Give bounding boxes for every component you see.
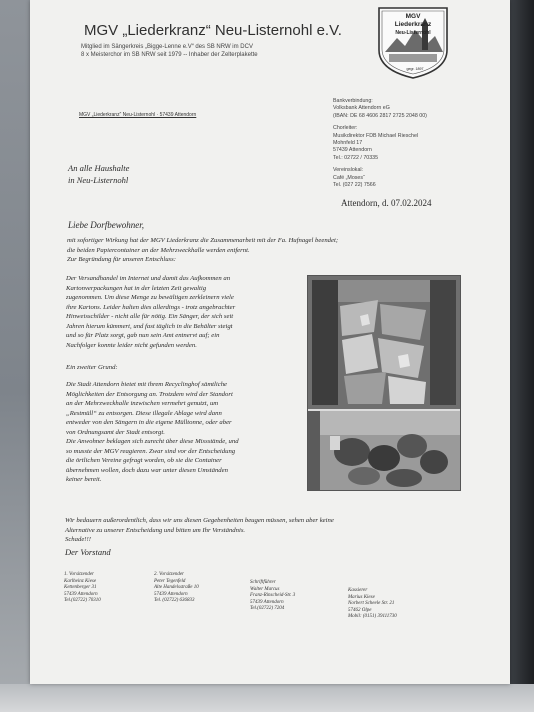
recipient-line: An alle Haushalte	[68, 163, 130, 173]
text-line: Jahren hierum kümmert, und fast täglich in die Behälter steigt	[66, 322, 233, 330]
text-line: mit sofortiger Wirkung hat der MGV Liederkranz die Zusammenarbeit mit der Fa. Hufnagel beendet;	[67, 237, 339, 244]
sender-return-address: MGV „Liederkranz“ Neu-Listernohl · 57439 Attendorn	[79, 112, 197, 118]
bank-name: Volksbank Attendorn eG	[333, 105, 390, 112]
letter-sheet	[30, 0, 510, 684]
recipient-address	[68, 162, 129, 186]
signature-line: Kettenberger 31	[64, 585, 97, 591]
signature-line: Karlheinz Kiese	[64, 578, 97, 584]
salutation: Liebe Dorfbewohner,	[68, 220, 144, 230]
text-line: Zur Begründung für unseren Entschluss:	[67, 256, 176, 263]
text-line: Die Stadt Attendorn bietet mit ihrem Recyclinghof sämtliche	[66, 381, 228, 388]
text-line: und so für Platz sorgt, gab nun sein Amt entnervt auf; ein	[66, 332, 220, 339]
paragraph-two-heading: Ein zweiter Grund:	[66, 364, 118, 371]
dark-background-edge	[508, 0, 534, 712]
text-line: so musste der MGV reagieren. Zwar sind vor der Entscheidung	[66, 447, 236, 455]
signature-line: 2. Vorsitzender	[154, 572, 184, 577]
signature-line: Tel. (02722) 636833	[154, 598, 195, 604]
venue-phone: Tel. (027 22) 7566	[333, 182, 376, 189]
director-city: 57439 Attendorn	[333, 147, 372, 154]
text-line: übernehmen wollen, doch dazu war unter diesen Umständen	[66, 466, 228, 474]
text-line: Kartonverpackungen hat in der letzten Zeit gewaltig	[66, 284, 207, 292]
text-line: keiner bereit.	[66, 476, 102, 483]
recipient-line: in Neu-Listernohl	[68, 175, 129, 185]
signature-block-vice-chairman	[154, 572, 264, 605]
signature-line: Tel.(02722) 7204	[250, 606, 285, 612]
director-name: Musikdirektor FDB Michael Rieschel	[333, 132, 419, 139]
text-line: Hinweisschilder - nicht alle für nötig. Ein Sänger, der sich seit	[66, 313, 234, 320]
intro-paragraph	[67, 236, 507, 265]
text-line: an der Mehrzweckhalle inzwischen vermehrt genutzt, um	[66, 400, 219, 407]
logo-text-liederkranz: Liederkranz	[394, 21, 432, 28]
logo-text-mgv: MGV	[405, 13, 421, 20]
letterhead-subtitle	[81, 43, 258, 59]
director-street: Mohnfeld 17	[333, 140, 363, 147]
letterhead-title: MGV „Liederkranz“ Neu-Listernohl e.V.	[84, 22, 342, 39]
paragraph-reason-two	[66, 380, 306, 485]
signoff: Der Vorstand	[65, 547, 111, 557]
signature-line: 57439 Attendorn	[64, 591, 98, 597]
text-line: Nachfolger konnte leider nicht gefunden werden.	[66, 341, 197, 349]
bank-label: Bankverbindung:	[333, 98, 373, 104]
bottom-surface	[0, 684, 534, 712]
letter-date: Attendorn, d. 07.02.2024	[341, 198, 432, 208]
text-line: Der Versandhandel im Internet und damit das Aufkommen an	[66, 275, 231, 282]
bank-iban: (IBAN: DE 68 4606 2817 2725 2048 00)	[333, 112, 427, 119]
text-line: Alternative zu unserer Entscheidung und bitten um Ihr Verständnis.	[65, 526, 246, 534]
subtitle-line: 8 x Meisterchor im SB NRW seit 1979 -- Inhaber der Zelterplakette	[81, 52, 258, 58]
signature-line: 57439 Attendorn	[250, 599, 284, 605]
text-line: Die Anwohner beklagen sich zurecht über diese Missstände, und	[66, 438, 239, 445]
container-photos	[307, 275, 461, 491]
text-line: zugenommen. Um diese Menge zu bewältigen zerkleinern viele	[66, 294, 234, 301]
logo-text-founded: gegr. 1897	[406, 67, 424, 71]
closing-paragraph	[65, 516, 495, 545]
signature-line: Norbert Scheele Str. 21	[348, 601, 395, 607]
signature-line: Walter Marcus	[250, 586, 280, 592]
signature-line: Peter Tegenfeld	[154, 578, 186, 584]
text-line: Schade!!!	[65, 536, 91, 543]
signature-line: Mobil: (0151) 39111730	[348, 614, 397, 620]
signature-line: 57439 Attendorn	[154, 591, 188, 597]
venue-name: Café „Moses“	[333, 174, 365, 181]
signature-line: Schriftführer	[250, 580, 276, 585]
venue-label: Vereinslokal:	[333, 167, 364, 174]
signature-block-treasurer	[348, 588, 458, 621]
director-phone: Tel.: 02722 / 70335	[333, 154, 379, 161]
paragraph-reason-one	[66, 274, 306, 350]
signature-line: Tel.(02722) 70310	[64, 598, 101, 604]
signature-block-secretary	[250, 580, 360, 613]
signature-line: 57462 Olpe	[348, 607, 372, 613]
text-line: Wir bedauern außerordentlich, dass wir uns diesen Gegebenheiten beugen müssen, sehen aber keine	[65, 517, 334, 524]
text-line: Möglichkeiten der Entsorgung an. Trotzdem wird der Standort	[66, 390, 233, 398]
club-crest-logo	[375, 4, 451, 80]
signature-line: Marius Kiese	[348, 594, 375, 600]
signature-line: Kassierer	[348, 588, 368, 593]
text-line: die beiden Papiercontainer an der Mehrzweckhalle werden entfernt.	[67, 246, 250, 254]
text-line: die örtlichen Vereine gefragt worden, ob sie die Container	[66, 457, 222, 464]
logo-text-neu-listernohl: Neu-Listernohl	[395, 30, 431, 36]
container-photos-image	[308, 276, 460, 490]
text-line: entweder von den Sängern in die eigene Mülltonne, oder aber	[66, 419, 232, 426]
text-line: ihre Kartons. Leider halten dies allerdings - trotz angebrachter	[66, 303, 236, 311]
signature-line: Franz-Rinscheid-Str. 3	[250, 593, 296, 599]
signature-line: Alte Handelsstraße 10	[154, 585, 199, 591]
director-label: Chorleiter:	[333, 125, 358, 132]
bank-and-contact-info	[333, 98, 427, 189]
text-line: von Ordnungsamt der Stadt entsorgt.	[66, 428, 165, 436]
signature-line: 1. Vorsitzender	[64, 572, 94, 577]
subtitle-line: Mitglied im Sängerkreis „Bigge-Lenne e.V“ des SB NRW im DCV	[81, 44, 253, 50]
text-line: „Restmüll“ zu entsorgen. Diese illegale Ablage wird dann	[66, 409, 222, 417]
